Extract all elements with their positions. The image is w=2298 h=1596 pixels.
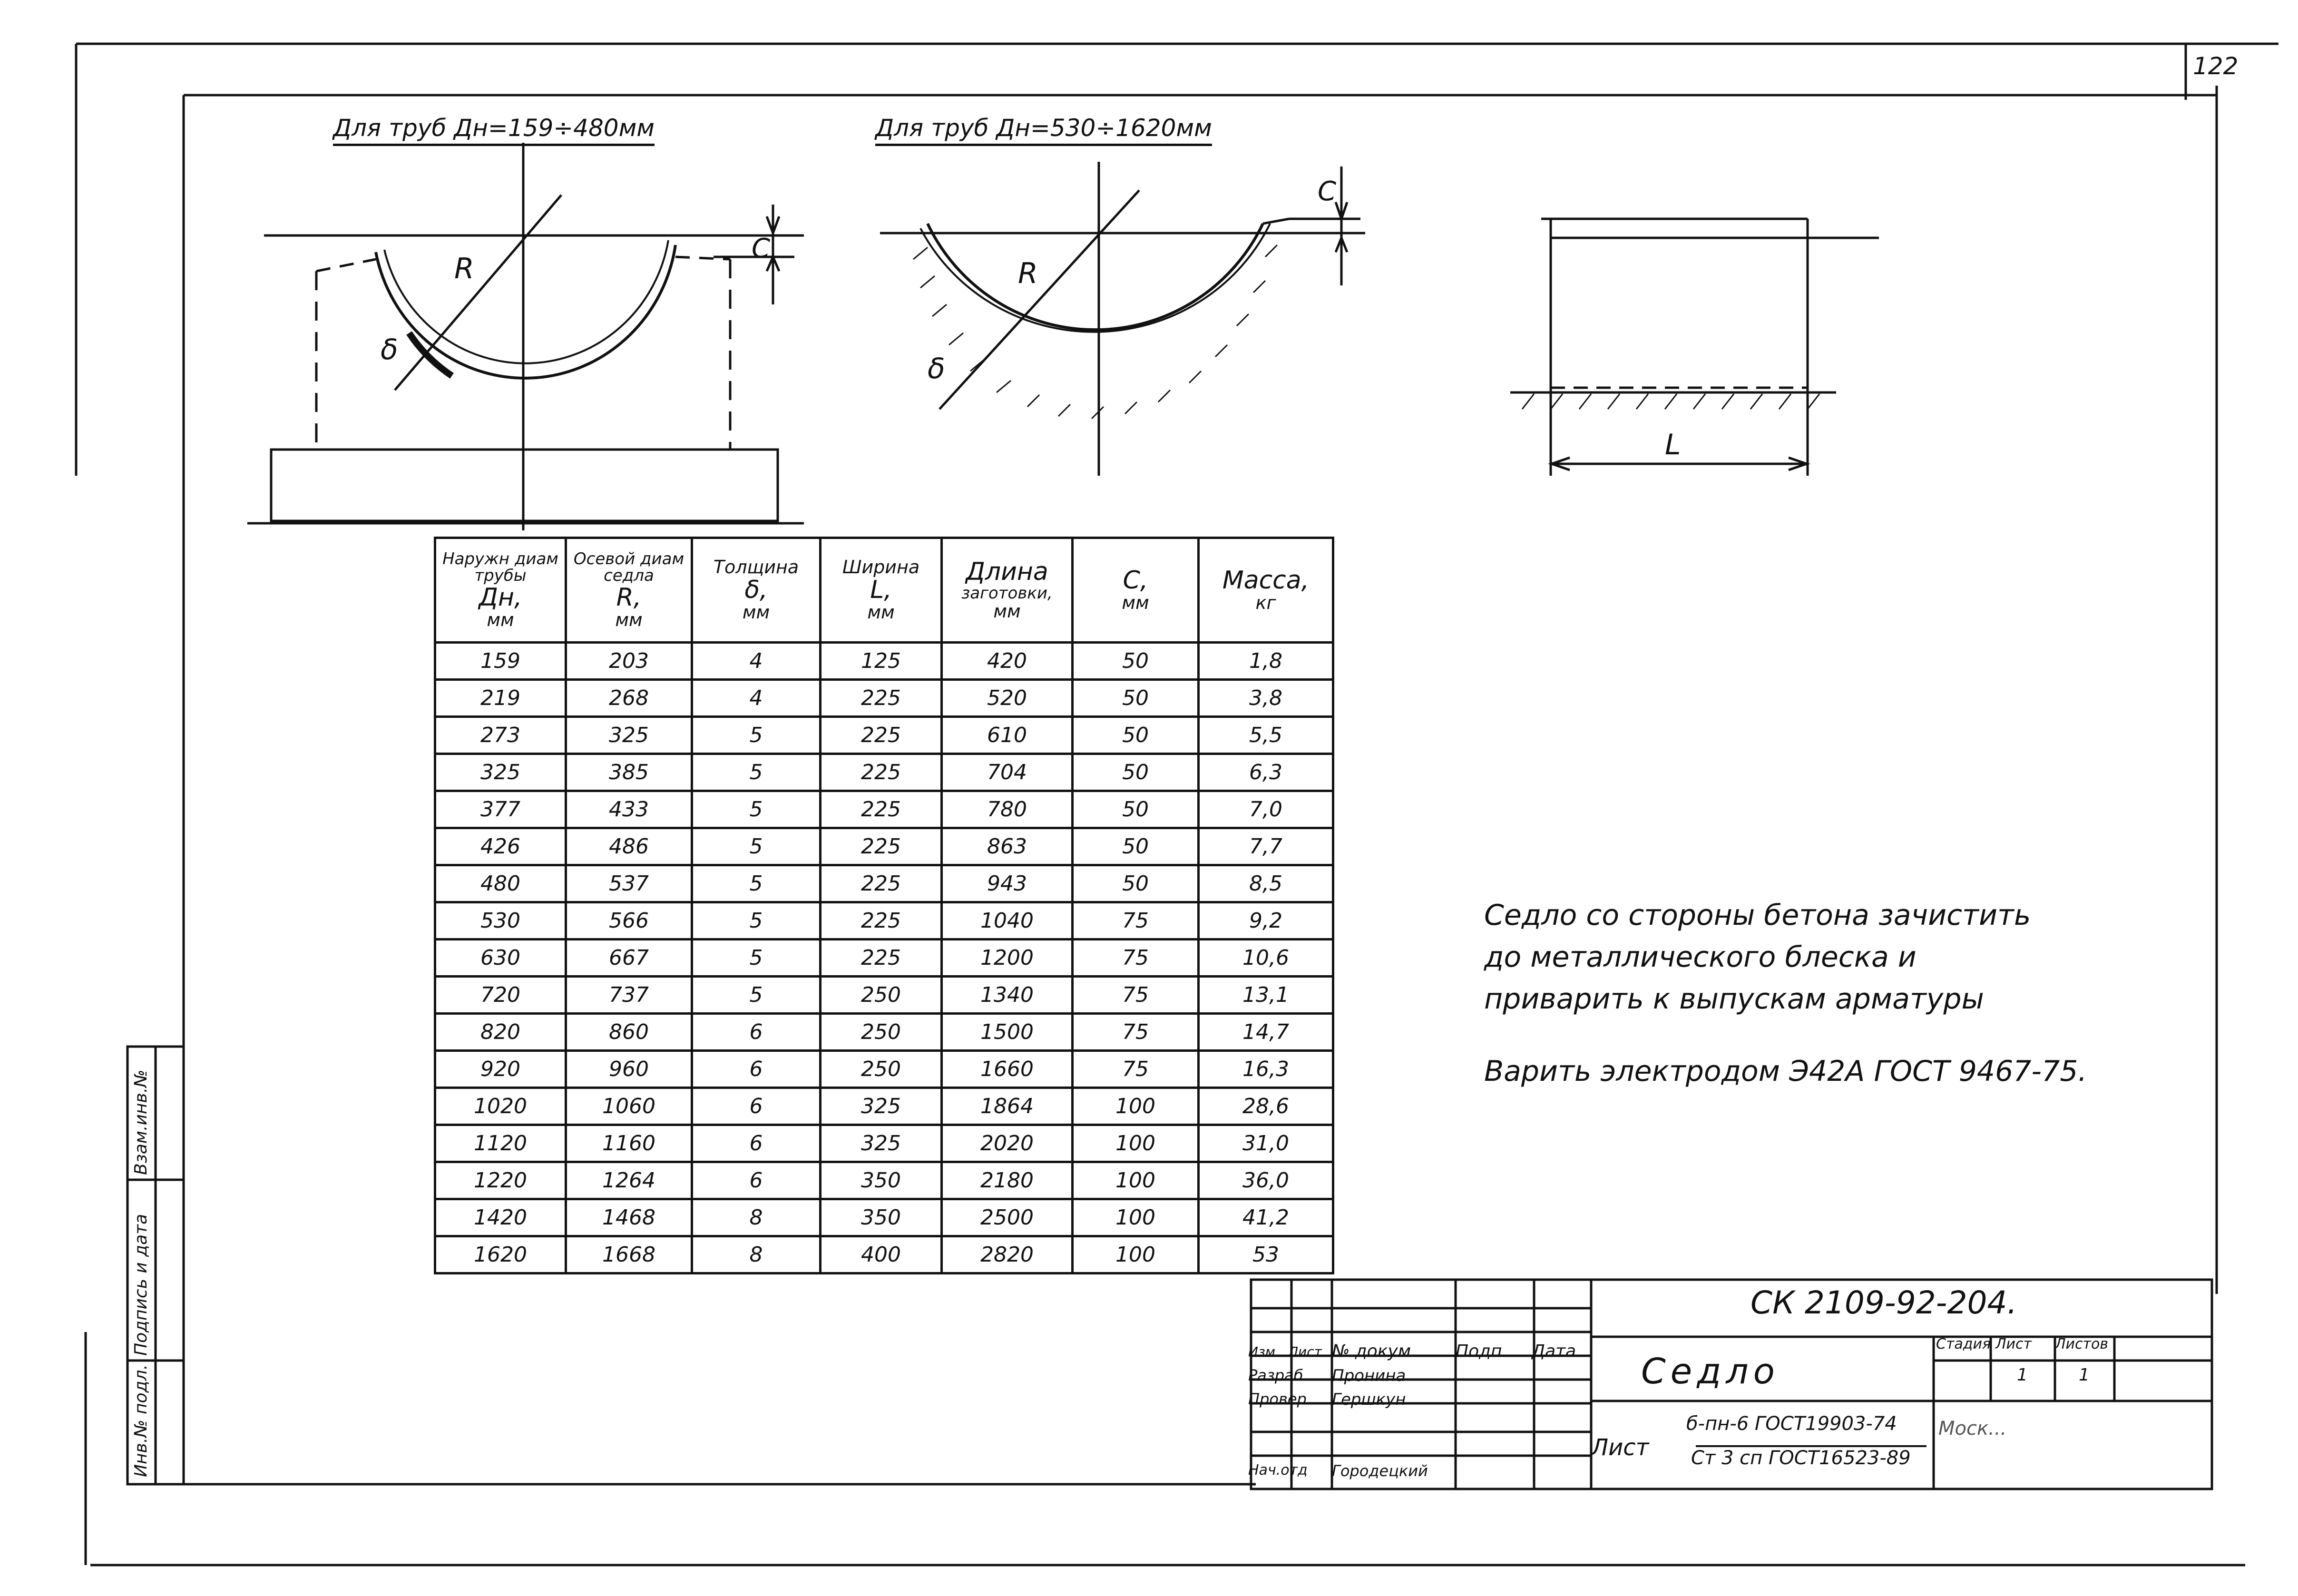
material-top: б-пн-6 ГОСТ19903-74 xyxy=(1686,1413,1897,1435)
header-outer-diameter: Наружн диам трубы Дн, мм xyxy=(435,538,566,643)
table-cell: 1420 xyxy=(435,1199,566,1236)
table-cell: 1220 xyxy=(435,1162,566,1199)
saddle-side-view xyxy=(1510,219,1879,476)
note-line: до металлического блеска и xyxy=(1484,940,1917,974)
table-cell: 225 xyxy=(821,791,942,828)
table-row xyxy=(435,828,1333,865)
table-cell: 225 xyxy=(821,902,942,940)
table-cell: 10,6 xyxy=(1199,940,1333,977)
table-cell: 1468 xyxy=(566,1199,692,1236)
table-row xyxy=(435,754,1333,791)
table-cell: 325 xyxy=(435,754,566,791)
table-cell: 100 xyxy=(1073,1162,1199,1199)
label-c-small: C xyxy=(752,233,771,264)
table-cell: 6 xyxy=(692,1088,821,1125)
table-cell: 480 xyxy=(435,865,566,902)
table-row xyxy=(435,791,1333,828)
table-cell: 1120 xyxy=(435,1125,566,1162)
table-cell: 400 xyxy=(821,1236,942,1273)
table-body xyxy=(435,643,1333,1273)
table-cell: 75 xyxy=(1073,1051,1199,1088)
table-cell: 7,0 xyxy=(1199,791,1333,828)
role-checker: Провер xyxy=(1248,1390,1307,1408)
col-date: Дата xyxy=(1532,1341,1576,1361)
table-cell: 250 xyxy=(821,1051,942,1088)
side-inv-podl: Инв.№ подл. xyxy=(131,1364,151,1477)
table-row xyxy=(435,717,1333,754)
table-cell: 863 xyxy=(942,828,1073,865)
table-row xyxy=(435,1088,1333,1125)
table-cell: 225 xyxy=(821,754,942,791)
saddle-detail-large xyxy=(880,162,1365,476)
table-row xyxy=(435,902,1333,940)
table-cell: 1660 xyxy=(942,1051,1073,1088)
table-cell: 5 xyxy=(692,940,821,977)
table-cell: 860 xyxy=(566,1014,692,1051)
note-line: Седло со стороны бетона зачистить xyxy=(1484,899,2031,932)
table-cell: 225 xyxy=(821,940,942,977)
table-cell: 377 xyxy=(435,791,566,828)
organization: Моск... xyxy=(1938,1418,2007,1439)
table-row xyxy=(435,643,1333,680)
table-cell: 6 xyxy=(692,1162,821,1199)
table-row xyxy=(435,940,1333,977)
table-cell: 426 xyxy=(435,828,566,865)
side-vzam: Взам.инв.№ xyxy=(131,1069,151,1175)
table-cell: 1060 xyxy=(566,1088,692,1125)
table-row xyxy=(435,1051,1333,1088)
sheets-label: Листов xyxy=(2055,1336,2109,1352)
table-cell: 16,3 xyxy=(1199,1051,1333,1088)
table-cell: 50 xyxy=(1073,680,1199,717)
table-cell: 273 xyxy=(435,717,566,754)
table-cell: 53 xyxy=(1199,1236,1333,1273)
header-axial-diameter: Осевой диам седла R, мм xyxy=(566,538,692,643)
role-developer: Разраб xyxy=(1248,1366,1303,1384)
table-cell: 1864 xyxy=(942,1088,1073,1125)
note-line: приварить к выпускам арматуры xyxy=(1484,982,1984,1016)
table-cell: 225 xyxy=(821,680,942,717)
table-cell: 325 xyxy=(566,717,692,754)
table-cell: 780 xyxy=(942,791,1073,828)
table-cell: 520 xyxy=(942,680,1073,717)
table-cell: 50 xyxy=(1073,643,1199,680)
table-cell: 1500 xyxy=(942,1014,1073,1051)
table-cell: 1160 xyxy=(566,1125,692,1162)
table-cell: 50 xyxy=(1073,828,1199,865)
table-cell: 5 xyxy=(692,791,821,828)
table-cell: 50 xyxy=(1073,717,1199,754)
table-cell: 5,5 xyxy=(1199,717,1333,754)
col-sign: Подп xyxy=(1456,1341,1502,1361)
person-head: Городецкий xyxy=(1332,1462,1428,1480)
table-cell: 50 xyxy=(1073,754,1199,791)
col-izm: Изм xyxy=(1248,1344,1275,1360)
caption-large-pipes: Для труб Дн=530÷1620мм xyxy=(875,114,1212,146)
side-strip xyxy=(127,1032,185,1479)
table-cell: 13,1 xyxy=(1199,977,1333,1014)
table-cell: 1620 xyxy=(435,1236,566,1273)
table-cell: 3,8 xyxy=(1199,680,1333,717)
title-block xyxy=(1246,1275,2207,1489)
table-cell: 2820 xyxy=(942,1236,1073,1273)
table-row xyxy=(435,680,1333,717)
table-row xyxy=(435,1014,1333,1051)
table-cell: 250 xyxy=(821,977,942,1014)
stage-label: Стадия xyxy=(1936,1336,1991,1352)
header-blank-length: Длина заготовки, мм xyxy=(942,538,1073,643)
table-cell: 5 xyxy=(692,828,821,865)
table-cell: 7,7 xyxy=(1199,828,1333,865)
table-cell: 704 xyxy=(942,754,1073,791)
table-cell: 100 xyxy=(1073,1088,1199,1125)
role-head: Нач.отд xyxy=(1248,1462,1308,1479)
table-cell: 75 xyxy=(1073,977,1199,1014)
label-radius-large: R xyxy=(1018,257,1038,290)
table-cell: 75 xyxy=(1073,902,1199,940)
sheet-number: 1 xyxy=(2017,1365,2028,1385)
table-cell: 5 xyxy=(692,902,821,940)
table-cell: 1200 xyxy=(942,940,1073,977)
table-cell: 268 xyxy=(566,680,692,717)
table-cell: 630 xyxy=(435,940,566,977)
table-cell: 8,5 xyxy=(1199,865,1333,902)
table-cell: 203 xyxy=(566,643,692,680)
header-mass: Масса, кг xyxy=(1199,538,1333,643)
saddle-spec-table xyxy=(434,537,1334,1274)
col-doc: № докум xyxy=(1332,1341,1411,1361)
table-cell: 100 xyxy=(1073,1199,1199,1236)
table-cell: 100 xyxy=(1073,1236,1199,1273)
table-cell: 420 xyxy=(942,643,1073,680)
table-row xyxy=(435,1125,1333,1162)
table-cell: 537 xyxy=(566,865,692,902)
header-thickness: Толщина δ, мм xyxy=(692,538,821,643)
table-cell: 325 xyxy=(821,1088,942,1125)
doc-code: СК 2109-92-204. xyxy=(1750,1284,2017,1321)
table-cell: 1668 xyxy=(566,1236,692,1273)
table-cell: 1264 xyxy=(566,1162,692,1199)
table-cell: 31,0 xyxy=(1199,1125,1333,1162)
material-label: Лист xyxy=(1591,1434,1649,1461)
table-row xyxy=(435,1199,1333,1236)
table-cell: 4 xyxy=(692,680,821,717)
header-width: Ширина L, мм xyxy=(821,538,942,643)
sheets-total: 1 xyxy=(2079,1365,2090,1385)
table-row xyxy=(435,1236,1333,1273)
table-cell: 2500 xyxy=(942,1199,1073,1236)
col-list: Лист xyxy=(1288,1344,1322,1360)
label-radius-small: R xyxy=(454,252,474,285)
person-checker: Гершкун xyxy=(1332,1390,1406,1409)
table-cell: 6 xyxy=(692,1014,821,1051)
table-cell: 433 xyxy=(566,791,692,828)
table-header-row xyxy=(435,538,1333,643)
table-cell: 9,2 xyxy=(1199,902,1333,940)
person-developer: Пронина xyxy=(1332,1366,1406,1385)
table-cell: 8 xyxy=(692,1199,821,1236)
table-cell: 250 xyxy=(821,1014,942,1051)
table-cell: 920 xyxy=(435,1051,566,1088)
table-cell: 6,3 xyxy=(1199,754,1333,791)
technical-notes xyxy=(1484,894,2245,1092)
table-cell: 667 xyxy=(566,940,692,977)
table-cell: 36,0 xyxy=(1199,1162,1333,1199)
table-cell: 2020 xyxy=(942,1125,1073,1162)
side-podp-data: Подпись и дата xyxy=(131,1214,151,1356)
label-thickness-large: δ xyxy=(928,352,945,385)
table-cell: 28,6 xyxy=(1199,1088,1333,1125)
note-welding: Варить электродом Э42А ГОСТ 9467-75. xyxy=(1484,1055,2087,1088)
table-cell: 14,7 xyxy=(1199,1014,1333,1051)
table-cell: 6 xyxy=(692,1051,821,1088)
table-cell: 225 xyxy=(821,717,942,754)
table-row xyxy=(435,865,1333,902)
table-cell: 325 xyxy=(821,1125,942,1162)
saddle-detail-small xyxy=(247,143,804,530)
table-cell: 6 xyxy=(692,1125,821,1162)
table-row xyxy=(435,977,1333,1014)
label-thickness-small: δ xyxy=(381,333,398,366)
caption-small-pipes: Для труб Дн=159÷480мм xyxy=(333,114,655,146)
table-cell: 960 xyxy=(566,1051,692,1088)
table-cell: 41,2 xyxy=(1199,1199,1333,1236)
part-name: Седло xyxy=(1641,1351,1780,1392)
table-cell: 1020 xyxy=(435,1088,566,1125)
table-cell: 530 xyxy=(435,902,566,940)
table-row xyxy=(435,1162,1333,1199)
table-cell: 610 xyxy=(942,717,1073,754)
table-cell: 720 xyxy=(435,977,566,1014)
label-c-large: C xyxy=(1318,176,1337,207)
table-cell: 1340 xyxy=(942,977,1073,1014)
table-cell: 219 xyxy=(435,680,566,717)
table-cell: 2180 xyxy=(942,1162,1073,1199)
table-cell: 50 xyxy=(1073,791,1199,828)
table-cell: 75 xyxy=(1073,940,1199,977)
table-cell: 566 xyxy=(566,902,692,940)
table-cell: 4 xyxy=(692,643,821,680)
table-cell: 5 xyxy=(692,865,821,902)
label-length: L xyxy=(1665,428,1681,461)
table-cell: 737 xyxy=(566,977,692,1014)
page-number: 122 xyxy=(2193,52,2239,80)
table-cell: 225 xyxy=(821,865,942,902)
table-cell: 820 xyxy=(435,1014,566,1051)
header-c: C, мм xyxy=(1073,538,1199,643)
sheet-label: Лист xyxy=(1995,1336,2032,1352)
table-cell: 385 xyxy=(566,754,692,791)
table-cell: 350 xyxy=(821,1199,942,1236)
table-cell: 125 xyxy=(821,643,942,680)
table-cell: 50 xyxy=(1073,865,1199,902)
table-cell: 75 xyxy=(1073,1014,1199,1051)
material-bottom: Ст 3 сп ГОСТ16523-89 xyxy=(1691,1447,1911,1469)
table-cell: 486 xyxy=(566,828,692,865)
table-cell: 350 xyxy=(821,1162,942,1199)
table-cell: 159 xyxy=(435,643,566,680)
table-cell: 225 xyxy=(821,828,942,865)
table-cell: 1040 xyxy=(942,902,1073,940)
table-cell: 8 xyxy=(692,1236,821,1273)
table-cell: 100 xyxy=(1073,1125,1199,1162)
table-cell: 5 xyxy=(692,977,821,1014)
table-cell: 5 xyxy=(692,754,821,791)
table-cell: 5 xyxy=(692,717,821,754)
table-cell: 943 xyxy=(942,865,1073,902)
table-cell: 1,8 xyxy=(1199,643,1333,680)
